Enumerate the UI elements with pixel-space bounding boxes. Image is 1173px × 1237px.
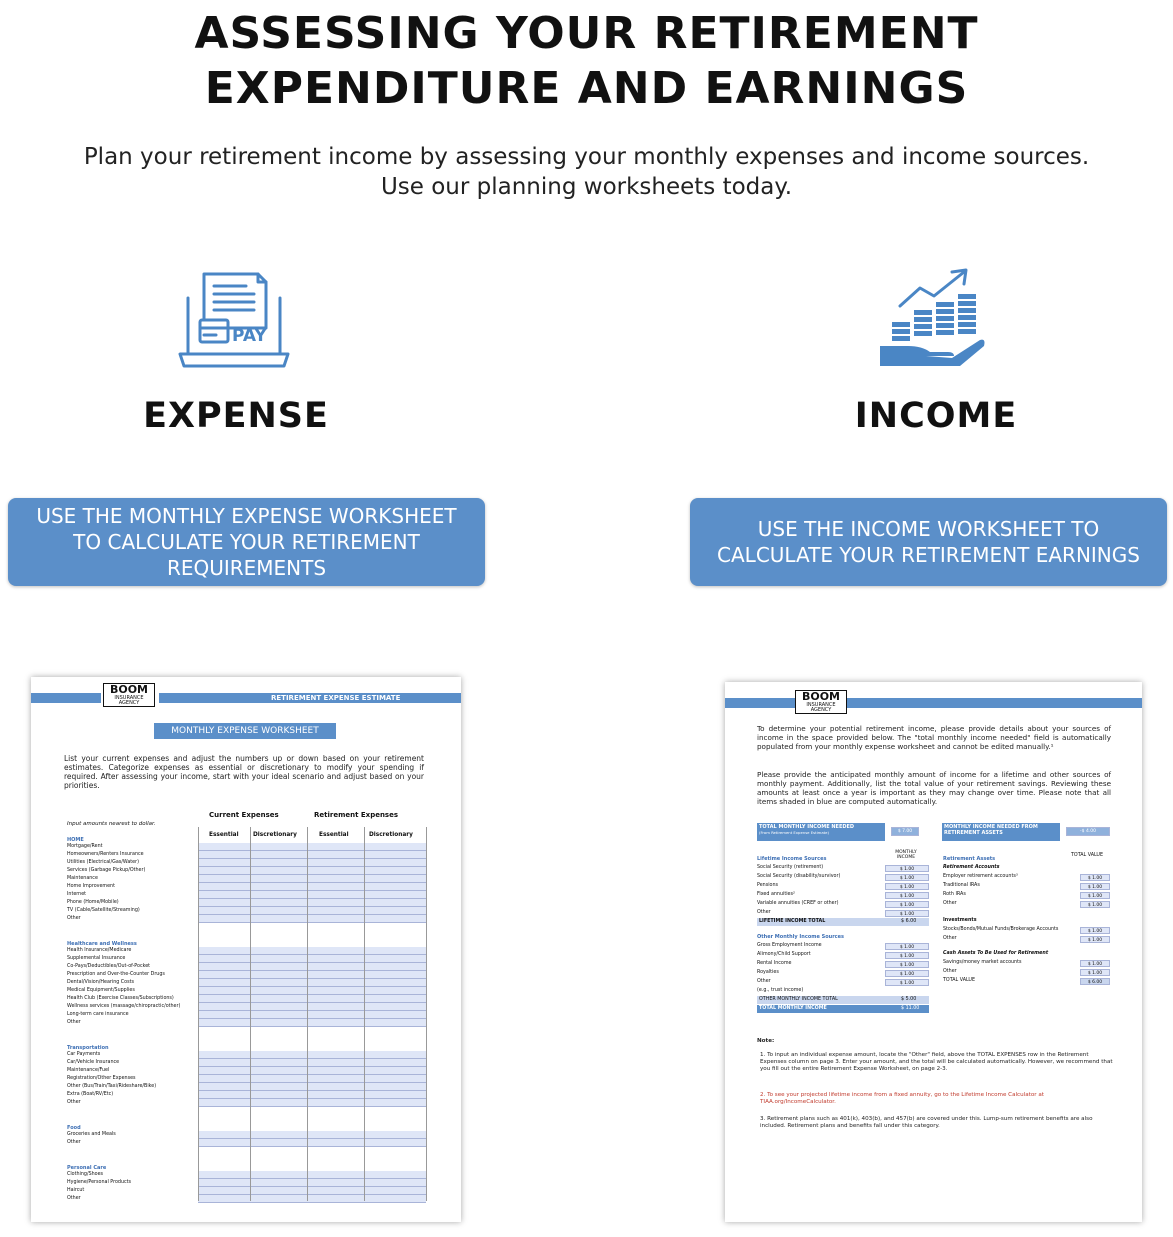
expense-row-label: Supplemental Insurance <box>67 956 126 961</box>
cash-value: $ 1.00 <box>1080 969 1110 976</box>
expense-section-title: Personal Care <box>67 1165 107 1171</box>
col-essential-current: Essential <box>209 832 239 838</box>
expense-row-label: Services (Garbage Pickup/Other) <box>67 868 146 873</box>
expense-input-cells <box>198 875 426 883</box>
expense-row-label: Other <box>67 1020 81 1025</box>
other-income-value: $ 1.00 <box>885 970 929 977</box>
trust-note: (e.g., trust income) <box>757 988 804 993</box>
expense-input-cells <box>198 915 426 923</box>
lifetime-income-row: Other <box>757 910 771 915</box>
expense-input-cells <box>198 1099 426 1107</box>
expense-row-label: Other <box>67 916 81 921</box>
expense-input-cells <box>198 867 426 875</box>
income-intro-2: Please provide the anticipated monthly amount of income for a lifetime and other sources of monthly payment. Additionally, list the total value of your retirement savings. Reviewing these amounts at least once a year is important as they may change over time. Please note that all items shaded in blue are computed automatically. <box>757 770 1111 806</box>
title-line-2: EXPENDITURE AND EARNINGS <box>204 63 969 114</box>
expense-row-label: Maintenance <box>67 876 98 881</box>
col-discretionary-retirement: Discretionary <box>369 832 413 838</box>
expense-input-cells <box>198 1139 426 1147</box>
income-heading: INCOME <box>854 396 1018 436</box>
expense-input-cells <box>198 1179 426 1187</box>
page-subtitle <box>0 142 1173 202</box>
logo-subtext: INSURANCE AGENCY <box>114 695 144 706</box>
income-worksheet-button-label: USE THE INCOME WORKSHEET TO CALCULATE YOUR RETIREMENT EARNINGS <box>717 517 1140 567</box>
other-income-value: $ 1.00 <box>885 952 929 959</box>
cash-value: $ 1.00 <box>1080 960 1110 967</box>
table-grid-line <box>198 827 199 1201</box>
other-income-value: $ 1.00 <box>885 943 929 950</box>
expense-input-cells <box>198 1051 426 1059</box>
subtitle-line-2: Use our planning worksheets today. <box>380 174 793 200</box>
expense-row-label: Prescription and Over-the-Counter Drugs <box>67 972 165 977</box>
lifetime-income-value: $ 1.00 <box>885 901 929 908</box>
expense-input-cells <box>198 1083 426 1091</box>
total-value-col-label: TOTAL VALUE <box>1071 853 1103 858</box>
asset-row: Employer retirement accounts³ <box>943 874 1018 879</box>
lifetime-total-label: LIFETIME INCOME TOTAL <box>759 919 826 924</box>
total-income-needed-box <box>757 823 885 841</box>
asset-value: $ 1.00 <box>1080 892 1110 899</box>
lifetime-income-value: $ 1.00 <box>885 874 929 881</box>
expense-section-title: Food <box>67 1125 81 1131</box>
header-bar-left <box>725 698 795 708</box>
page-title <box>0 6 1173 116</box>
investment-row: Stocks/Bonds/Mutual Funds/Brokerage Accounts <box>943 927 1059 932</box>
grand-total-label: TOTAL MONTHLY INCOME <box>759 1006 827 1011</box>
expense-input-cells <box>198 899 426 907</box>
expense-row-label: Other <box>67 1100 81 1105</box>
expense-input-cells <box>198 1019 426 1027</box>
expense-row-label: TV (Cable/Satellite/Streaming) <box>67 908 140 913</box>
total-income-needed-sub: (From Retirement Expense Estimate) <box>759 830 829 835</box>
expense-input-cells <box>198 963 426 971</box>
expense-input-cells <box>198 1075 426 1083</box>
retirement-assets-title: Retirement Assets <box>943 856 996 862</box>
expense-row-label: Phone (Home/Mobile) <box>67 900 119 905</box>
lifetime-income-value: $ 1.00 <box>885 865 929 872</box>
expense-worksheet-button-label: USE THE MONTHLY EXPENSE WORKSHEET TO CALCULATE YOUR RETIREMENT REQUIREMENTS <box>36 504 457 580</box>
retirement-accounts-label: Retirement Accounts <box>943 865 1000 870</box>
lifetime-income-value: $ 1.00 <box>885 892 929 899</box>
expense-input-cells <box>198 843 426 851</box>
expense-row-label: Health Club (Exercise Classes/Subscriptions) <box>67 996 174 1001</box>
current-expenses-label: Current Expenses <box>209 811 279 819</box>
expense-row-label: Health Insurance/Medicare <box>67 948 132 953</box>
expense-input-cells <box>198 1011 426 1019</box>
expense-row-label: Hygiene/Personal Products <box>67 1180 132 1185</box>
expense-input-cells <box>198 859 426 867</box>
expense-input-cells <box>198 995 426 1003</box>
table-grid-line <box>250 827 251 1201</box>
expense-input-cells <box>198 1195 426 1203</box>
expense-intro: List your current expenses and adjust the numbers up or down based on your retirement estimates. Categorize expenses as essential or discretionary to modify your spending if required. After assessing your income, start with your ideal scenario and adjust based on your priorities. <box>64 754 424 790</box>
assets-total-label: TOTAL VALUE <box>943 978 975 983</box>
expense-row-label: Car/Vehicle Insurance <box>67 1060 120 1065</box>
expense-row-label: Home Improvement <box>67 884 115 889</box>
expense-row-label: Internet <box>67 892 87 897</box>
expense-input-cells <box>198 987 426 995</box>
expense-row-label: Co-Pays/Deductibles/Out-of-Pocket <box>67 964 151 969</box>
cash-row: Other <box>943 969 957 974</box>
logo-text: BOOM <box>801 690 841 703</box>
table-grid-line <box>364 827 365 1201</box>
expense-section-title: Healthcare and Wellness <box>67 941 137 947</box>
brand-logo <box>103 683 155 707</box>
other-income-row: Rental Income <box>757 961 792 966</box>
expense-input-cells <box>198 891 426 899</box>
expense-row-label: Mortgage/Rent <box>67 844 103 849</box>
grand-total-value: $ 11.00 <box>901 1006 920 1011</box>
expense-row-label: Wellness services (massage/chiropractic/other) <box>67 1004 181 1009</box>
expense-row-label: Extra (Boat/RV/Etc) <box>67 1092 114 1097</box>
expense-input-cells <box>198 971 426 979</box>
expense-heading: EXPENSE <box>143 396 329 436</box>
other-income-row: Gross Employment Income <box>757 943 822 948</box>
investment-value: $ 1.00 <box>1080 927 1110 934</box>
expense-row-label: Groceries and Meals <box>67 1132 116 1137</box>
expense-input-cells <box>198 947 426 955</box>
expense-input-cells <box>198 979 426 987</box>
assets-total-value: $ 6.00 <box>1080 978 1110 985</box>
expense-worksheet-preview[interactable] <box>31 677 461 1222</box>
note-1: 1. To input an individual expense amount, locate the "Other" field, above the TOTAL EXPENSES row in the Retirement Expenses column on page 3. Enter your amount, and the total will be calculated automatically. However, we recommend that you fill out the entire Retirement Expense Worksheet, on page 2-3. <box>760 1052 1113 1072</box>
table-grid-line <box>307 827 308 1201</box>
total-income-needed-label: TOTAL MONTHLY INCOME NEEDED <box>759 824 855 830</box>
other-income-row: Other <box>757 979 771 984</box>
expense-row-label: Other (Bus/Train/Taxi/Rideshare/Bike) <box>67 1084 157 1089</box>
expense-row-label: Utilities (Electrical/Gas/Water) <box>67 860 139 865</box>
lifetime-income-row: Fixed annuities² <box>757 892 795 897</box>
other-income-title: Other Monthly Income Sources <box>757 934 844 940</box>
expense-row-label: Other <box>67 1140 81 1145</box>
expense-row-label: Homeowners/Renters Insurance <box>67 852 144 857</box>
lifetime-income-title: Lifetime Income Sources <box>757 856 827 862</box>
logo-text: BOOM <box>109 683 149 696</box>
cash-assets-label: Cash Assets To Be Used for Retirement <box>943 951 1049 956</box>
lifetime-income-row: Variable annuities (CREF or other) <box>757 901 839 906</box>
asset-value: $ 1.00 <box>1080 883 1110 890</box>
lifetime-income-row: Pensions <box>757 883 779 888</box>
expense-section-title: HOME <box>67 837 84 843</box>
expense-input-cells <box>198 883 426 891</box>
lifetime-income-value: $ 1.00 <box>885 883 929 890</box>
other-income-value: $ 1.00 <box>885 979 929 986</box>
lifetime-income-row: Social Security (disability/survivor) <box>757 874 841 879</box>
expense-row-label: Registration/Other Expenses <box>67 1076 136 1081</box>
col-essential-retirement: Essential <box>319 832 349 838</box>
note-2: 2. To see your projected lifetime income from a fixed annuity, go to the Lifetime Income Calculator at TIAA.org/IncomeCalculator. <box>760 1092 1044 1105</box>
lifetime-income-row: Social Security (retirement) <box>757 865 824 870</box>
pay-laptop-icon <box>176 268 292 372</box>
cash-row: Savings/money market accounts <box>943 960 1022 965</box>
asset-value: $ 1.00 <box>1080 874 1110 881</box>
expense-input-cells <box>198 1003 426 1011</box>
expense-input-cells <box>198 1187 426 1195</box>
note-title: Note: <box>757 1038 775 1044</box>
table-grid-line <box>426 827 427 1201</box>
expense-input-cells <box>198 851 426 859</box>
note-3: 3. Retirement plans such as 401(k), 403(b), and 457(b) are covered under this. Lump-sum retirement benefits are also included. Retirement plans and benefits fall under this category. <box>760 1116 1093 1129</box>
expense-input-cells <box>198 1131 426 1139</box>
expense-input-cells <box>198 1059 426 1067</box>
expense-worksheet-button[interactable] <box>8 498 485 586</box>
input-note: Input amounts nearest to dollar. <box>67 821 156 827</box>
logo-subtext: INSURANCE AGENCY <box>806 702 836 713</box>
income-from-assets-box: MONTHLY INCOME NEEDED FROM RETIREMENT ASSETS <box>942 823 1060 841</box>
title-line-1: ASSESSING YOUR RETIREMENT <box>194 8 979 59</box>
investment-row: Other <box>943 936 957 941</box>
investments-label: Investments <box>943 918 977 923</box>
asset-row: Traditional IRAs <box>943 883 980 888</box>
monthly-income-col-label: MONTHLY INCOME <box>895 850 917 860</box>
brand-logo <box>795 690 847 714</box>
lifetime-income-value: $ 1.00 <box>885 910 929 917</box>
expense-row-label: Maintenance/Fuel <box>67 1068 110 1073</box>
subtitle-line-1: Plan your retirement income by assessing your monthly expenses and income sources. <box>83 144 1090 170</box>
asset-value: $ 1.00 <box>1080 901 1110 908</box>
asset-row: Other <box>943 901 957 906</box>
expense-row-label: Haircut <box>67 1188 85 1193</box>
total-income-needed-value: $ 7.00 <box>891 827 919 836</box>
lifetime-total-value: $ 6.00 <box>901 919 917 924</box>
col-discretionary-current: Discretionary <box>253 832 297 838</box>
retirement-expenses-label: Retirement Expenses <box>314 811 399 819</box>
expense-row-label: Medical Equipment/Supplies <box>67 988 135 993</box>
other-total-label: OTHER MONTHLY INCOME TOTAL <box>759 997 838 1002</box>
expense-input-cells <box>198 1067 426 1075</box>
expense-row-label: Other <box>67 1196 81 1201</box>
expense-input-cells <box>198 1171 426 1179</box>
income-worksheet-preview[interactable] <box>725 682 1142 1222</box>
expense-row-label: Car Payments <box>67 1052 101 1057</box>
income-growth-icon <box>878 266 988 370</box>
asset-row: Roth IRAs <box>943 892 966 897</box>
worksheet-pill: MONTHLY EXPENSE WORKSHEET <box>154 723 336 739</box>
expense-section-title: Transportation <box>67 1045 109 1051</box>
expense-row-label: Long-term care insurance <box>67 1012 129 1017</box>
income-worksheet-button[interactable] <box>690 498 1167 586</box>
income-from-assets-value: -$ 4.00 <box>1066 827 1110 836</box>
header-bar-left <box>31 693 101 703</box>
expense-input-cells <box>198 955 426 963</box>
investment-value: $ 1.00 <box>1080 936 1110 943</box>
doc-header: RETIREMENT EXPENSE ESTIMATE <box>271 694 401 702</box>
expense-input-cells <box>198 907 426 915</box>
income-intro-1: To determine your potential retirement income, please provide details about your sources of income in the space provided below. The "total monthly income needed" field is automatically populated from your monthly expense worksheet and cannot be edited manually.¹ <box>757 724 1111 751</box>
other-income-row: Royalties <box>757 970 779 975</box>
expense-row-label: Clothing/Shoes <box>67 1172 104 1177</box>
pay-label: PAY <box>232 326 267 346</box>
expense-input-cells <box>198 1091 426 1099</box>
other-total-value: $ 5.00 <box>901 997 917 1002</box>
other-income-row: Alimony/Child Support <box>757 952 811 957</box>
header-bar-right <box>847 698 1142 708</box>
expense-row-label: Dental/Vision/Hearing Costs <box>67 980 134 985</box>
other-income-value: $ 1.00 <box>885 961 929 968</box>
